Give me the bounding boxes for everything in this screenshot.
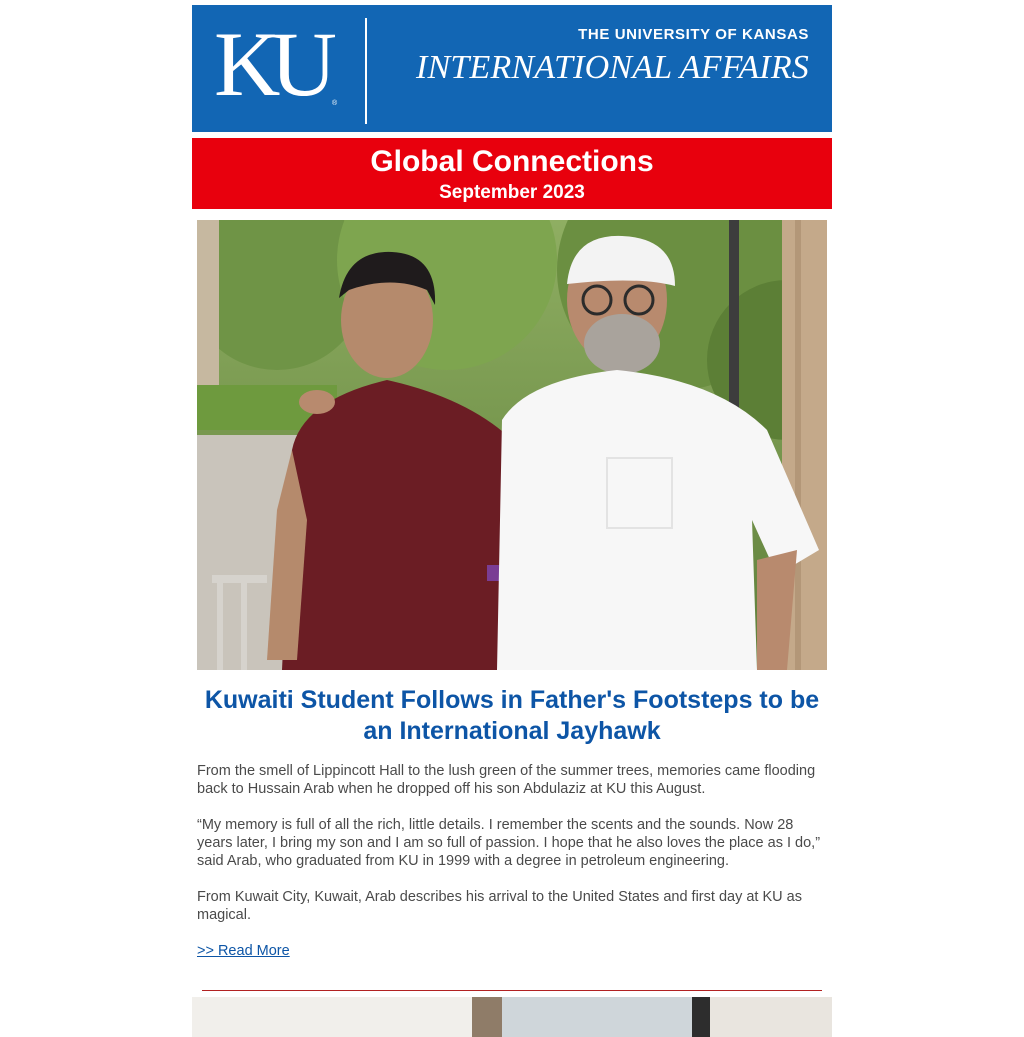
story-photo[interactable] <box>197 220 827 670</box>
photo-illustration <box>197 220 827 670</box>
svg-text:®: ® <box>332 100 338 107</box>
ku-logo[interactable] <box>214 23 344 115</box>
next-photo-illustration <box>192 997 832 1037</box>
story-paragraph: From Kuwait City, Kuwait, Arab describes his arrival to the United States and first day at KU as magical. <box>197 889 802 923</box>
section-divider <box>202 990 822 991</box>
story-paragraph: From the smell of Lippincott Hall to the lush green of the summer trees, memories came flooding back to Hussain Arab when he dropped off his son Abdulaziz at KU this August. <box>197 763 816 797</box>
svg-text:KU: KU <box>214 23 327 115</box>
story-body <box>197 762 831 960</box>
read-more-link[interactable]: >> Read More <box>197 943 290 959</box>
story-paragraph: “My memory is full of all the rich, little details. I remember the scents and the sounds. Now 28 years later, I bring my son and I am so full of passion. I hope that he also loves the place as I do,” said Arab, who graduated from KU in 1999 with a degree in petroleum engineering. <box>197 817 821 869</box>
newsletter-banner <box>192 138 832 209</box>
newsletter-title: Global Connections <box>370 145 654 178</box>
unit-name: INTERNATIONAL AFFAIRS <box>415 49 809 86</box>
next-story-photo[interactable] <box>192 997 832 1037</box>
university-name: THE UNIVERSITY OF KANSAS <box>578 26 809 43</box>
story-headline[interactable]: Kuwaiti Student Follows in Father's Footsteps to be an International Jayhawk <box>204 686 820 745</box>
newsletter-date: September 2023 <box>439 182 585 203</box>
header-divider <box>365 18 367 124</box>
header-banner <box>192 5 832 132</box>
newsletter <box>192 5 832 959</box>
